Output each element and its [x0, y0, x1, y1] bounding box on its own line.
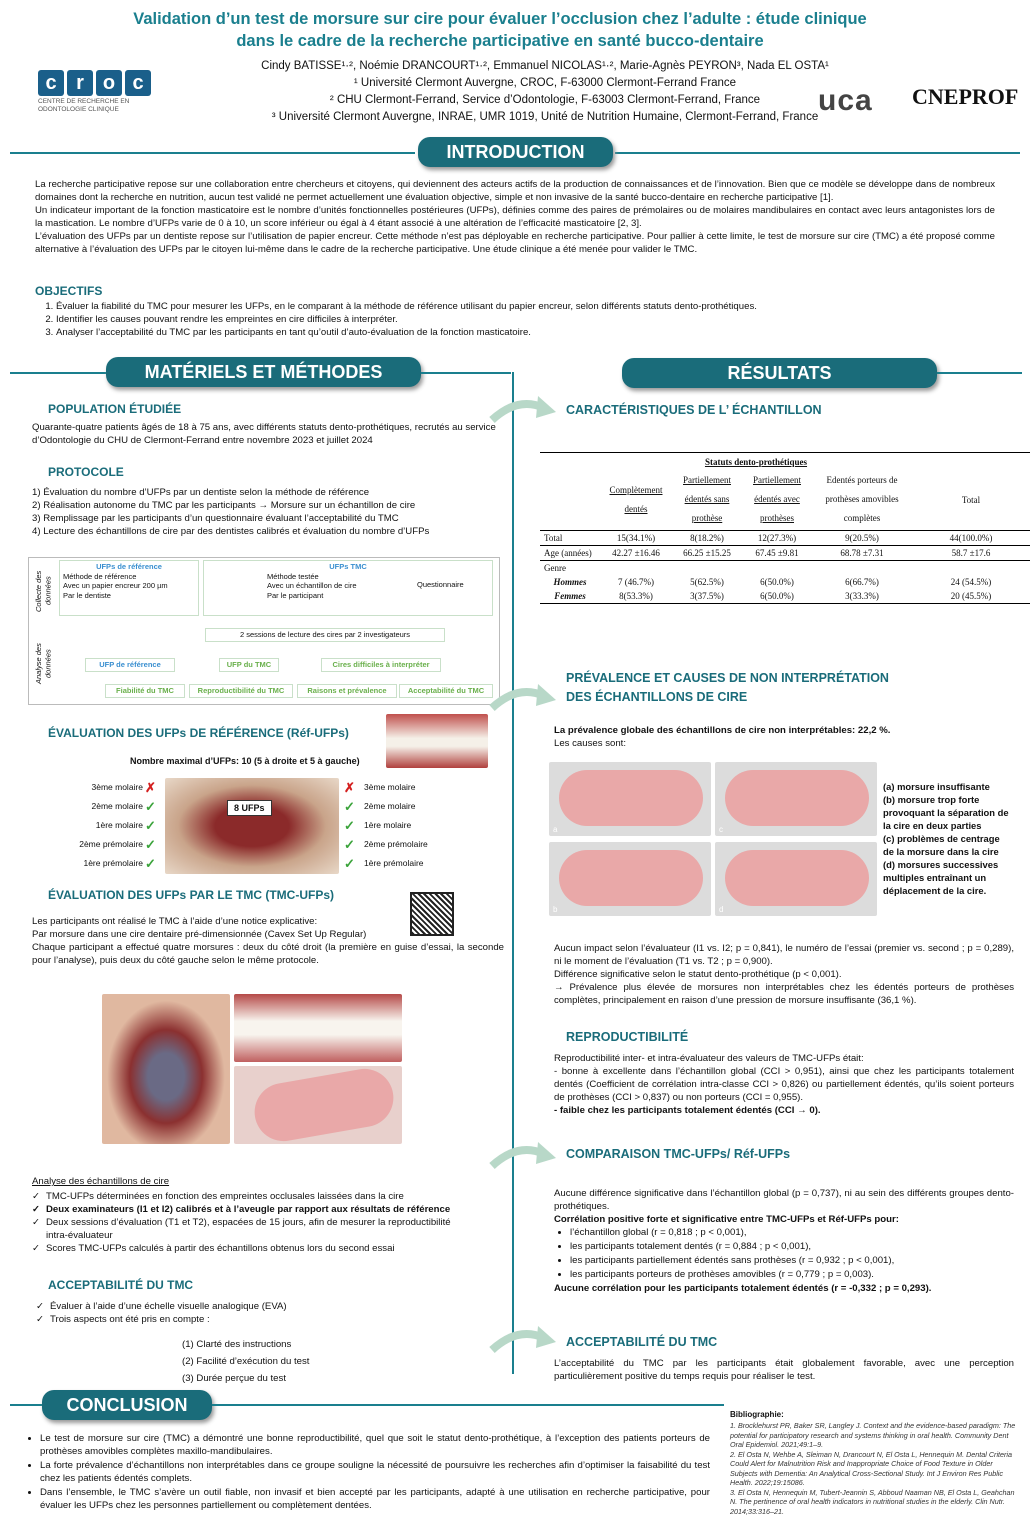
- comparaison-item: • les participants partiellement édentés sans prothèses (r = 0,932 ; p < 0,001),: [570, 1254, 1014, 1267]
- acceptabilite-result-heading: ACCEPTABILITÉ DU TMC: [566, 1335, 718, 1349]
- bibliography: [730, 1410, 1020, 1516]
- flow-item: Par le participant: [267, 590, 324, 600]
- tmc-ufps-heading: ÉVALUATION DES UFPs PAR LE TMC (TMC-UFPs): [48, 888, 334, 902]
- aspects-list: [182, 1336, 309, 1387]
- protocol-flowchart: [28, 557, 500, 705]
- objectif-item: 3. Analyser l’acceptabilité du TMC par les participants en tant qu’outil d’auto-évaluation de la fonction masticatoire.: [56, 326, 988, 339]
- cause-item: (c) problèmes de centrage de la morsure dans la cire: [883, 833, 1000, 857]
- comparaison-paragraph: Corrélation positive forte et significative entre TMC-UFPs et Réf-UFPs pour:: [554, 1214, 899, 1225]
- flow-ref-box: [59, 560, 199, 616]
- flow-side-label: Collecte des données: [34, 570, 53, 612]
- acceptabilite-item: ✓ Trois aspects ont été pris en compte :: [36, 1313, 476, 1326]
- prevalence-stat: Aucun impact selon l’évaluateur (I1 vs. I2; p = 0,841), le numéro de l’essai (premier vs. second ; p = 0,289), ni le moment de l’évaluation (T1 vs. T2 ; p = 0,900).: [554, 943, 1014, 967]
- tooth-label: 1ère molaire: [95, 820, 143, 830]
- tooth-label: 1ère prémolaire: [83, 858, 143, 868]
- table-row-label: Hommes: [553, 577, 587, 587]
- flow-item: Méthode testée: [267, 571, 319, 581]
- prevalence-intro: [554, 724, 1014, 750]
- table-cell: 5(62.5%): [690, 577, 724, 587]
- acceptabilite-list: [36, 1300, 476, 1326]
- table-cell: 67.45 ±9.81: [755, 548, 799, 558]
- check-icon: ✓: [145, 837, 156, 852]
- prevalence-value: La prévalence globale des échantillons de cire non interprétables: 22,2 %.: [554, 725, 891, 736]
- table-group-header: Statuts dento-prothétiques: [704, 457, 808, 467]
- intro-paragraph: La recherche participative repose sur une collaboration entre chercheurs et citoyens, qui deviennent des acteurs actifs de la production de connaissances et de l’innovation. Bien que ce modèle se développe dans de nombreux domaines dont la recherche en nutrition, aucun test validé ne permet actuellement une évaluation objective, simple et non invasive de la santé bucco-dentaire en recherche participative [1].: [35, 179, 995, 203]
- table-col-header: Edentés porteurs de prothèses amovibles complètes: [825, 475, 899, 523]
- analyse-item: ✓ TMC-UFPs déterminées en fonction des empreintes occlusales laissées dans la cire: [32, 1190, 472, 1203]
- logo-letter: r: [67, 70, 93, 96]
- flow-ufp-ref: UFP de référence: [85, 658, 175, 672]
- acceptabilite-item: ✓ Évaluer à l’aide d’une échelle visuelle analogique (EVA): [36, 1300, 476, 1313]
- wax-sample-photo-d: [715, 842, 877, 916]
- analyse-item: ✓ Deux examinateurs (I1 et I2) calibrés et à l’aveugle par rapport aux résultats de référence: [32, 1203, 472, 1216]
- intro-text: [35, 178, 995, 256]
- acceptabilite-result-text: L’acceptabilité du TMC par les participants était globalement favorable, avec une perception particulièrement positive du temps requis pour réaliser le test.: [554, 1358, 1014, 1382]
- ufp-count-label: 8 UFPs: [227, 800, 272, 816]
- divider: [615, 152, 1020, 154]
- prevalence-causes-label: Les causes sont:: [554, 738, 626, 749]
- flow-item: Avec un papier encreur 200 µm: [63, 581, 168, 590]
- caracteristiques-heading: CARACTÉRISTIQUES DE L’ ÉCHANTILLON: [566, 403, 822, 417]
- table-cell: 6(50.0%): [760, 577, 794, 587]
- reproductibilite-paragraph: Reproductibilité inter- et intra-évaluateur des valeurs de TMC-UFPs était:: [554, 1053, 864, 1064]
- table-cell: 58.7 ±17.6: [951, 548, 991, 558]
- objectifs-list: [38, 300, 988, 339]
- arrow-icon: [488, 392, 558, 428]
- table-col-header: Complètement dentés: [609, 484, 663, 514]
- table-cell: 9(20.5%): [845, 533, 879, 543]
- teeth-photo: [386, 714, 488, 768]
- divider: [937, 372, 1022, 374]
- protocole-step: 1) Évaluation du nombre d’UFPs par un dentiste selon la méthode de référence: [32, 487, 370, 498]
- table-cell: 12(27.3%): [757, 533, 797, 543]
- table-cell: 8(18.2%): [690, 533, 724, 543]
- conclusion-item: • Dans l’ensemble, le TMC s’avère un outil fiable, non invasif et bien accepté par les participants, adapté à une utilisation en recherche participative, pour évaluer les UFPs chez les personnes partiellement ou complètement dentées.: [40, 1486, 710, 1512]
- table-cell: 7 (46.7%): [618, 577, 654, 587]
- check-icon: ✓: [145, 856, 156, 871]
- logo-letter: c: [38, 70, 64, 96]
- table-col-header: Partiellement édentés sans prothèse: [683, 475, 731, 523]
- table-cell: 20 (45.5%): [950, 591, 992, 601]
- table-cell: 3(37.5%): [690, 591, 724, 601]
- marks-right: [344, 778, 355, 873]
- protocole-step: 4) Lecture des échantillons de cire par des dentistes calibrés et évaluation du nombre d’UFPs: [32, 526, 430, 537]
- intro-banner: INTRODUCTION: [418, 137, 613, 167]
- prevalence-stat: → Prévalence plus élevée de morsures non interprétables chez les édentés porteurs de prothèses complètes, principalement en raison d’une pression de morsure insuffisante (36,1 %).: [554, 982, 1014, 1006]
- comparaison-item: • les participants porteurs de prothèses amovibles (r = 0,779 ; p = 0,003).: [570, 1268, 1014, 1281]
- flow-raisons: Raisons et prévalence: [297, 684, 397, 698]
- photo-letter: c: [719, 825, 723, 834]
- flow-item: Par le dentiste: [63, 590, 111, 600]
- tooth-label: 1ère molaire: [364, 820, 412, 830]
- wax-photo: [234, 1066, 402, 1144]
- poster-title: [0, 8, 1000, 52]
- tooth-label: 3ème molaire: [364, 782, 416, 792]
- flow-item: Avec un échantillon de cire: [267, 581, 357, 590]
- table-col-header: Total: [961, 494, 981, 505]
- table-cell: 66.25 ±15.25: [683, 548, 731, 558]
- prevalence-heading-line: PRÉVALENCE ET CAUSES DE NON INTERPRÉTATION: [566, 671, 889, 685]
- aspect-item: (2) Facilité d’exécution du test: [182, 1356, 310, 1367]
- mm-banner: MATÉRIELS ET MÉTHODES: [106, 357, 421, 387]
- comparaison-paragraph: Aucune corrélation pour les participants totalement édentés (r = -0,332 ; p = 0,293).: [554, 1283, 932, 1294]
- prevalence-heading: [566, 669, 889, 707]
- tmc-paragraph: Les participants ont réalisé le TMC à l’aide d’une notice explicative:: [32, 916, 318, 927]
- flow-sessions: 2 sessions de lecture des cires par 2 investigateurs: [205, 628, 445, 642]
- check-icon: ✓: [344, 856, 355, 871]
- check-icon: ✓: [344, 837, 355, 852]
- reproductibilite-heading: REPRODUCTIBILITÉ: [566, 1030, 689, 1044]
- protocole-list: [32, 486, 502, 538]
- table-col-header: Partiellement édentés avec prothèses: [753, 475, 801, 523]
- flow-tmc-box: [203, 560, 493, 616]
- results-banner: RÉSULTATS: [622, 358, 937, 388]
- cross-icon: ✗: [344, 780, 355, 795]
- prevalence-stats: [554, 942, 1014, 1007]
- conclusion-banner: CONCLUSION: [42, 1390, 212, 1420]
- reproductibilite-paragraph: - bonne à excellente dans l’échantillon global (CCI > 0,951), ainsi que chez les participants totalement dentés (Coefficient de corrélation intra-classe CCI > 0,826) ou partiellement édentés, qu’ils soient porteurs de prothèses (CCI > 0,837) ou non porteurs (CCI = 0,955).: [554, 1066, 1014, 1103]
- conclusion-item: • La forte prévalence d’échantillons non interprétables dans ce groupe souligne la nécessité de poursuivre les recherches afin d’optimiser la faisabilité du test chez les patients édentés complets.: [40, 1459, 710, 1485]
- flow-cires: Cires difficiles à interpréter: [321, 658, 441, 672]
- comparaison-list: [554, 1226, 1014, 1281]
- arrow-icon: [488, 1138, 558, 1174]
- check-icon: ✓: [145, 818, 156, 833]
- smile-photo: [234, 994, 402, 1062]
- ref-ufps-heading: ÉVALUATION DES UFPs DE RÉFÉRENCE (Réf-UFPs): [48, 726, 349, 740]
- divider: [421, 372, 511, 374]
- divider: [10, 372, 106, 374]
- cause-item: (d) morsures successives multiples entraînant un déplacement de la cire.: [883, 859, 999, 896]
- cneprof-logo: CNEPROF: [912, 84, 1019, 109]
- analyse-item: ✓ Scores TMC-UFPs calculés à partir des échantillons obtenus lors du second essai: [32, 1242, 472, 1255]
- analyse-item: ✓ Deux sessions d’évaluation (T1 et T2), espacées de 15 jours, afin de mesurer la reproductibilité intra-évaluateur: [32, 1216, 472, 1242]
- wax-sample-photo-c: [715, 762, 877, 836]
- table-row-label: Total: [544, 533, 563, 543]
- causes-list: [883, 780, 1013, 897]
- flow-ref-heading: UFPs de référence: [96, 562, 162, 571]
- tooth-label: 2ème prémolaire: [364, 839, 428, 849]
- analyse-list: [32, 1190, 472, 1255]
- population-text: Quarante-quatre patients âgés de 18 à 75 ans, avec différents statuts dento-prothétiques, recrutés au service d’Odontologie du CHU de Clermont-Ferrand entre novembre 2023 et juillet 2024: [32, 422, 496, 446]
- open-mouth-photo: [102, 994, 230, 1144]
- flow-questionnaire: Questionnaire: [417, 579, 464, 589]
- table-cell: 44(100.0%): [949, 533, 993, 543]
- table-cell: 6(50.0%): [760, 591, 794, 601]
- check-icon: ✓: [344, 799, 355, 814]
- check-icon: ✓: [344, 818, 355, 833]
- wax-sample-photo-a: [549, 762, 711, 836]
- tmc-paragraph: Par morsure dans une cire dentaire pré-dimensionnée (Cavex Set Up Regular): [32, 929, 367, 940]
- table-row-label: Femmes: [554, 591, 586, 601]
- flow-fiabilite: Fiabilité du TMC: [105, 684, 185, 698]
- mandible-photo: [165, 778, 339, 874]
- table-cell: 3(33.3%): [845, 591, 879, 601]
- comparaison-item: • l’échantillon global (r = 0,818 ; p < 0,001),: [570, 1226, 1014, 1239]
- aspect-item: (1) Clarté des instructions: [182, 1339, 292, 1350]
- table-row-label: Age (années): [544, 548, 592, 558]
- affiliation-2: ² CHU Clermont-Ferrand, Service d’Odontologie, F-63003 Clermont-Ferrand, France: [329, 94, 761, 106]
- cross-icon: ✗: [145, 780, 156, 795]
- aspect-item: (3) Durée perçue du test: [182, 1373, 286, 1384]
- cause-item: (a) morsure insuffisante: [883, 781, 990, 792]
- title-line-2: dans le cadre de la recherche participative en santé bucco-dentaire: [236, 32, 764, 50]
- cause-item: (b) morsure trop forte provoquant la séparation de la cire en deux parties: [883, 794, 1009, 831]
- comparaison-heading: COMPARAISON TMC-UFPs/ Réf-UFPs: [566, 1147, 791, 1161]
- protocole-heading: PROTOCOLE: [48, 465, 124, 479]
- table-cell: 6(66.7%): [845, 577, 879, 587]
- sample-table-wrap: [540, 452, 1030, 604]
- reproductibilite-paragraph: - faible chez les participants totalement édentés (CCI → 0).: [554, 1105, 821, 1116]
- tooth-label: 2ème molaire: [364, 801, 416, 811]
- objectif-item: 2. Identifier les causes pouvant rendre les empreintes en cire difficiles à interpréter.: [56, 313, 988, 326]
- logo-letter: c: [125, 70, 151, 96]
- prevalence-heading-line: DES ÉCHANTILLONS DE CIRE: [566, 690, 748, 704]
- protocole-step: 3) Remplissage par les participants d’un questionnaire évaluant l’acceptabilité du TMC: [32, 513, 399, 524]
- photo-letter: a: [553, 825, 558, 834]
- table-cell: 24 (54.5%): [950, 577, 992, 587]
- divider: [10, 1404, 42, 1406]
- ref-max-ufps: Nombre maximal d’UFPs: 10 (5 à droite et 5 à gauche): [130, 756, 360, 766]
- title-line-1: Validation d’un test de morsure sur cire pour évaluer l’occlusion chez l’adulte : étude clinique: [133, 10, 867, 28]
- comparaison-text: [554, 1187, 1014, 1295]
- flow-tmc-heading: UFPs TMC: [329, 562, 367, 571]
- flow-item: Méthode de référence: [63, 571, 137, 581]
- prevalence-stat: Différence significative selon le statut dento-prothétique (p < 0,001).: [554, 969, 842, 980]
- table-cell: 15(34.1%): [616, 533, 656, 543]
- authors: Cindy BATISSE¹·², Noémie DRANCOURT¹·², Emmanuel NICOLAS¹·², Marie-Agnès PEYRON³, Nada EL OSTA¹: [261, 60, 829, 72]
- divider: [212, 1404, 724, 1406]
- bibliography-item: 1. Brocklehurst PR, Baker SR, Langley J. Context and the evidence-based paradigm: The potential for participatory research and systems thinking in oral health. Community Dent Oral Epidemiol. 2021;49:1–9.: [730, 1421, 1016, 1449]
- conclusion-item: • Le test de morsure sur cire (TMC) a démontré une bonne reproductibilité, quel que soit le statut dento-prothétique, à l’exception des patients porteurs de prothèses amovibles complètes maxillo-mandibulaires.: [40, 1432, 710, 1458]
- croc-logo: [38, 70, 158, 114]
- reproductibilite-text: [554, 1052, 1014, 1117]
- tooth-label: 1ère prémolaire: [364, 858, 424, 868]
- teeth-labels-left: [78, 778, 143, 873]
- arrow-icon: [488, 1322, 558, 1358]
- teeth-labels-right: [364, 778, 428, 873]
- bibliography-item: 2. El Osta N, Wehbe A, Sleiman N, Drancourt N, El Osta L, Hennequin M. Dental Criteria Could Alert for Malnutrition Risk and Inappropriate Choice of Food Texture in Older Subjects with Dementia: An Analytical Cross-Sectional Study. Int J Environ Res Public Health. 2022;19:15086.: [730, 1449, 1013, 1487]
- wax-sample-photo-b: [549, 842, 711, 916]
- croc-logo-subtitle: CENTRE DE RECHERCHE EN ODONTOLOGIE CLINIQUE: [38, 98, 130, 113]
- acceptabilite-heading: ACCEPTABILITÉ DU TMC: [48, 1278, 194, 1292]
- bibliography-heading: Bibliographie:: [730, 1410, 784, 1419]
- objectif-item: 1. Évaluer la fiabilité du TMC pour mesurer les UFPs, en le comparant à la méthode de référence utilisant du papier encreur, selon différents statuts dento-prothétiques.: [56, 300, 988, 313]
- column-divider: [512, 372, 514, 1374]
- affiliation-1: ¹ Université Clermont Auvergne, CROC, F-63000 Clermont-Ferrand France: [353, 77, 737, 89]
- divider: [10, 152, 415, 154]
- comparaison-paragraph: Aucune différence significative dans l’échantillon global (p = 0,737), ni au sein des différents groupes dento-prothétiques.: [554, 1188, 1014, 1212]
- conclusion-list: [26, 1432, 710, 1513]
- uca-logo: uca: [818, 84, 873, 117]
- flow-acceptabilite: Acceptabilité du TMC: [399, 684, 493, 698]
- tooth-label: 3ème molaire: [91, 782, 143, 792]
- protocole-step: 2) Réalisation autonome du TMC par les participants → Morsure sur un échantillon de cire: [32, 500, 416, 511]
- comparaison-item: • les participants totalement dentés (r = 0,884 ; p < 0,001),: [570, 1240, 1014, 1253]
- flow-side-label: Analyse des données: [34, 643, 53, 685]
- photo-letter: b: [553, 905, 558, 914]
- photo-letter: d: [719, 905, 724, 914]
- logo-letter: o: [96, 70, 122, 96]
- tmc-text: [32, 915, 504, 967]
- table-cell: 68.78 ±7.31: [840, 548, 884, 558]
- flow-ufp-tmc: UFP du TMC: [219, 658, 279, 672]
- tooth-label: 2ème prémolaire: [79, 839, 143, 849]
- table-cell: 42.27 ±16.46: [612, 548, 660, 558]
- analyse-heading: Analyse des échantillons de cire: [32, 1176, 170, 1187]
- tooth-label: 2ème molaire: [91, 801, 143, 811]
- tmc-paragraph: Chaque participant a effectué quatre morsures : deux du côté droit (la première en guise d’essai, la seconde pour l’analyse), puis deux du côté gauche selon le même protocole.: [32, 942, 504, 966]
- affiliation-3: ³ Université Clermont Auvergne, INRAE, UMR 1019, Unité de Nutrition Humaine, Clermont-Ferrand, France: [271, 111, 819, 123]
- bibliography-item: 3. El Osta N, Hennequin M, Tubert-Jeannin S, Abboud Naaman NB, El Osta L, Geahchan N. The pertinence of oral health indicators in nutritional studies in the elderly. Clin Nutr. 2014;33:316–21.: [730, 1487, 1015, 1516]
- table-cell: 8(53.3%): [619, 591, 653, 601]
- population-heading: POPULATION ÉTUDIÉE: [48, 402, 182, 416]
- intro-paragraph: Un indicateur important de la fonction masticatoire est le nombre d’unités fonctionnelles postérieures (UFPs), définies comme des paires de prémolaires ou de molaires mandibulaires en contact avec leurs antagonistes lors de la mastication. Le nombre d’UFPs varie de 0 à 10, un score inférieur ou égal à 4 étant associé à une altération de l’efficacité masticatoire [2, 3].: [35, 205, 995, 229]
- marks-left: [145, 778, 156, 873]
- arrow-icon: [488, 680, 558, 716]
- sample-table: [540, 452, 1030, 604]
- table-row-label: Genre: [544, 563, 566, 573]
- objectifs-heading: OBJECTIFS: [35, 284, 103, 298]
- intro-paragraph: L’évaluation des UFPs par un dentiste repose sur l’utilisation de papier encreur. Cette méthode n’est pas déployable en recherche participative. Pour pallier à cette limite, le test de morsure sur cire (TMC) a été proposé comme alternative à l’évaluation des UFPs par le citoyen lui-même dans le cadre de la recherche participative. Une étude clinique a été menée pour valider le TMC.: [35, 231, 995, 255]
- check-icon: ✓: [145, 799, 156, 814]
- flow-reproductibilite: Reproductibilité du TMC: [189, 684, 293, 698]
